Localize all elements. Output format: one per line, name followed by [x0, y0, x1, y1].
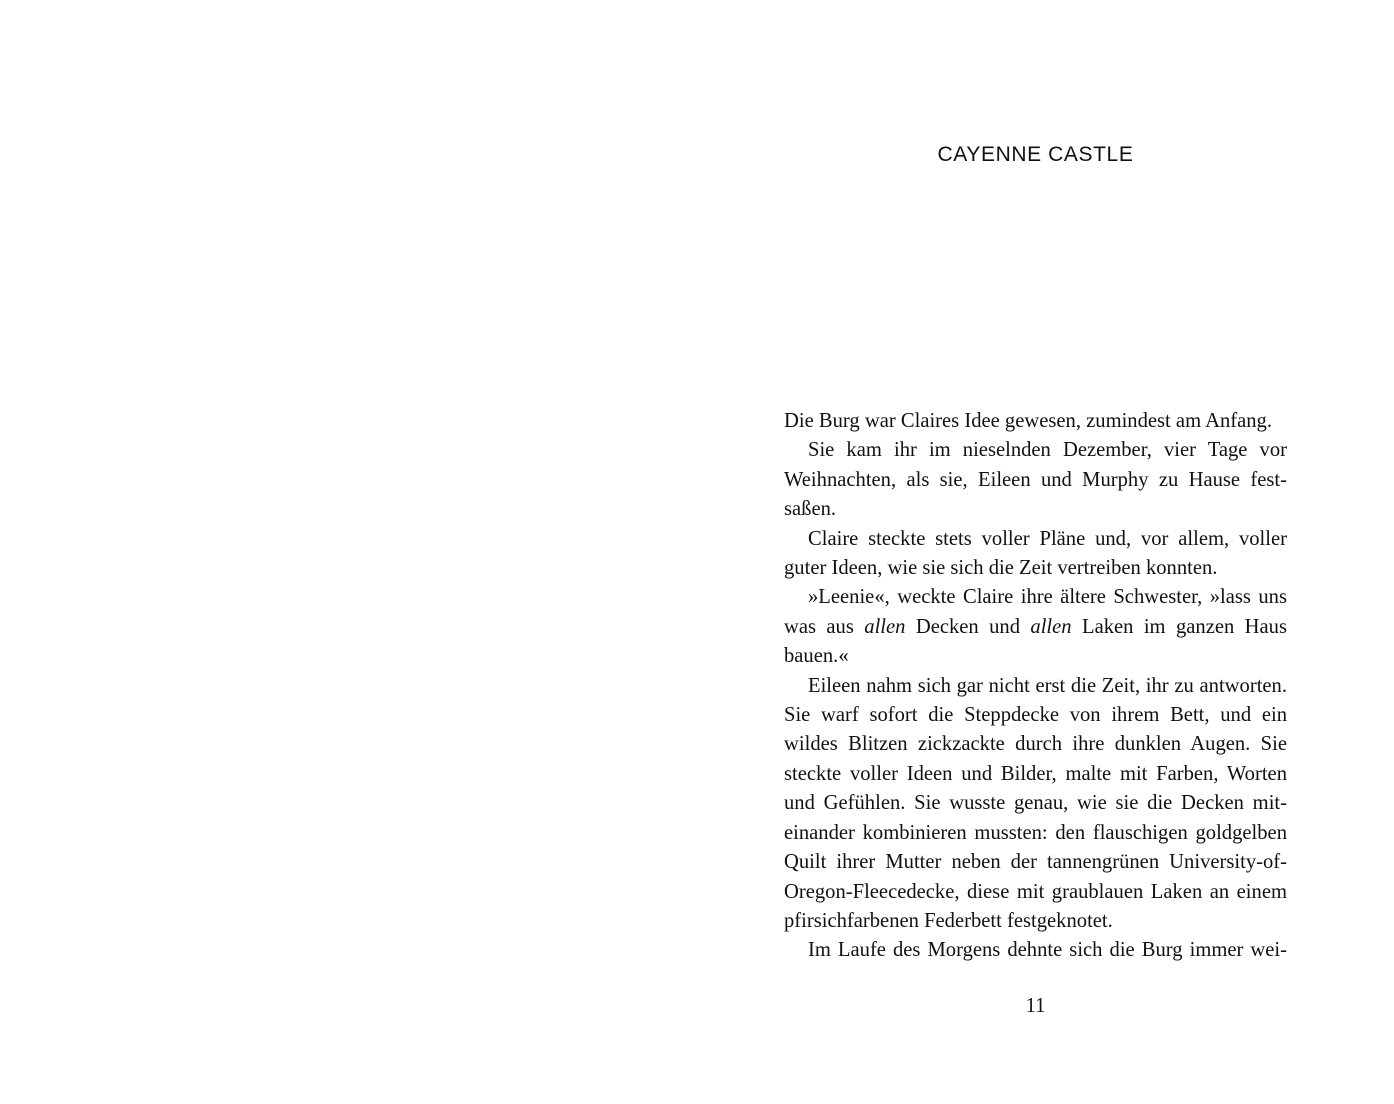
paragraph-text: Im Laufe des Morgens dehnte sich die Burg immer wei-	[808, 939, 1287, 962]
paragraph	[784, 407, 1287, 436]
paragraph-text: Eileen nahm sich gar nicht erst die Zeit, ihr zu antworten. Sie warf sofort die Steppdecke von ihrem Bett, und ein wildes Blitzen zickzackte durch ihre dunklen Augen. Sie steckte voller Ideen und Bilder, malte mit Farben, Worten und Gefühlen. Sie wusste genau, wie sie die Decken miteinander kombinieren mussten: den flauschigen goldgelben Quilt ihrer Mutter neben der tannengrünen University-of-Oregon-Fleecedecke, diese mit graublauen Laken an einem pfirsichfarbenen Federbett festgeknotet.	[784, 674, 1287, 932]
right-page	[697, 0, 1394, 1104]
paragraph	[784, 936, 1287, 965]
paragraph-text: Decken und	[905, 615, 1031, 638]
paragraph-text: Sie kam ihr im nieselnden Dezember, vier Tage vor Weihnachten, als sie, Eileen und Murphy zu Hause festsaßen.	[784, 439, 1287, 521]
paragraph	[784, 672, 1287, 937]
paragraph-text: »Leenie«, weckte Claire ihre ältere Schwester, »lass uns was aus	[784, 586, 1287, 638]
paragraph-text: Die Burg war Claires Idee gewesen, zumindest am Anfang.	[784, 410, 1273, 432]
body-text	[784, 407, 1287, 966]
paragraph-text: Laken im ganzen Haus bauen.«	[784, 615, 1287, 668]
paragraph-text: Claire steckte stets voller Pläne und, vor allem, voller guter Ideen, wie sie sich die Zeit vertreiben konnten.	[784, 527, 1287, 580]
page-number: 11	[1025, 995, 1046, 1017]
emphasis-text: allen	[864, 615, 906, 638]
paragraph	[784, 583, 1287, 671]
paragraph	[784, 525, 1287, 584]
emphasis-text: allen	[1030, 615, 1072, 638]
paragraph	[784, 436, 1287, 524]
chapter-title: CAYENNE CASTLE	[937, 143, 1134, 166]
